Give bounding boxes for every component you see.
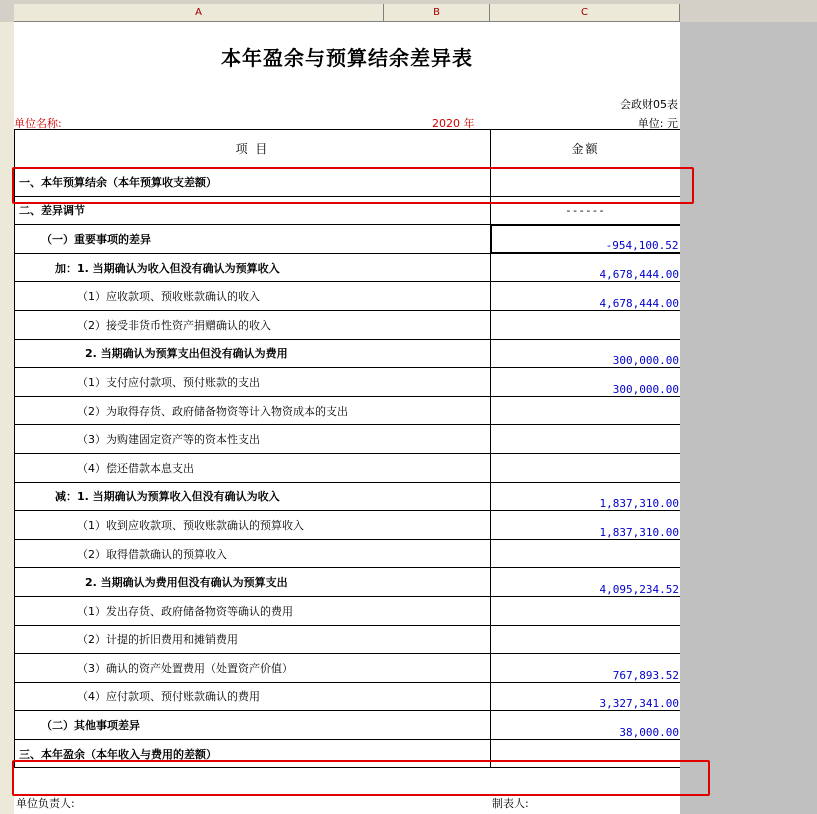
row-amount[interactable] bbox=[491, 310, 681, 339]
row-amount[interactable] bbox=[491, 453, 681, 482]
preparer-label: 制表人: bbox=[492, 797, 529, 810]
row-amount[interactable]: 1,837,310.00 bbox=[491, 482, 681, 511]
row-amount[interactable]: 38,000.00 bbox=[491, 711, 681, 740]
report-year: 2020 年 bbox=[432, 117, 475, 130]
highlight-row-3 bbox=[12, 760, 710, 796]
currency-unit: 单位: 元 bbox=[637, 117, 678, 130]
table-row bbox=[15, 682, 681, 711]
row-amount[interactable]: ------ bbox=[491, 196, 681, 225]
row-item-label[interactable]: 减：1. 当期确认为预算收入但没有确认为收入 bbox=[15, 482, 491, 511]
table-row bbox=[15, 368, 681, 397]
row-amount[interactable]: 4,678,444.00 bbox=[491, 282, 681, 311]
row-item-label[interactable]: （2）计提的折旧费用和摊销费用 bbox=[15, 625, 491, 654]
row-amount[interactable]: 4,678,444.00 bbox=[491, 253, 681, 282]
row-item-label[interactable]: （4）应付款项、预付账款确认的费用 bbox=[15, 682, 491, 711]
row-amount[interactable] bbox=[491, 596, 681, 625]
row-amount[interactable]: 4,095,234.52 bbox=[491, 568, 681, 597]
row-item-label[interactable]: （2）为取得存货、政府储备物资等计入物资成本的支出 bbox=[15, 396, 491, 425]
unit-head-label: 单位负责人: bbox=[16, 797, 75, 810]
header-amount[interactable]: 金额 bbox=[491, 130, 681, 168]
row-amount[interactable] bbox=[491, 425, 681, 454]
column-header-bar bbox=[0, 0, 817, 22]
row-item-label[interactable]: （1）应收款项、预收账款确认的收入 bbox=[15, 282, 491, 311]
row-amount[interactable] bbox=[491, 539, 681, 568]
row-amount[interactable] bbox=[491, 625, 681, 654]
form-number: 会政财05表 bbox=[620, 98, 678, 111]
row-item-label[interactable]: （2）接受非货币性资产捐赠确认的收入 bbox=[15, 310, 491, 339]
table-row bbox=[15, 396, 681, 425]
column-header-b[interactable]: B bbox=[384, 4, 490, 22]
row-item-label[interactable]: （3）确认的资产处置费用（处置资产价值） bbox=[15, 654, 491, 683]
row-item-label[interactable]: （1）收到应收款项、预收账款确认的预算收入 bbox=[15, 511, 491, 540]
row-item-label[interactable]: （2）取得借款确认的预算收入 bbox=[15, 539, 491, 568]
table-row bbox=[15, 339, 681, 368]
row-item-label[interactable]: （1）支付应付款项、预付账款的支出 bbox=[15, 368, 491, 397]
row-amount[interactable]: 3,327,341.00 bbox=[491, 682, 681, 711]
header-item[interactable]: 项 目 bbox=[15, 130, 491, 168]
row-amount[interactable]: 1,837,310.00 bbox=[491, 511, 681, 540]
table-row bbox=[15, 453, 681, 482]
table-row bbox=[15, 654, 681, 683]
row-header-gutter[interactable] bbox=[0, 22, 15, 814]
row-item-label[interactable]: 2. 当期确认为预算支出但没有确认为费用 bbox=[15, 339, 491, 368]
row-amount[interactable]: -954,100.52 bbox=[491, 225, 681, 254]
column-header-c[interactable]: C bbox=[490, 4, 680, 22]
table-row bbox=[15, 539, 681, 568]
table-row bbox=[15, 625, 681, 654]
row-item-label[interactable]: （一）重要事项的差异 bbox=[15, 225, 491, 254]
table-row bbox=[15, 596, 681, 625]
row-item-label[interactable]: 加：1. 当期确认为收入但没有确认为预算收入 bbox=[15, 253, 491, 282]
row-amount[interactable] bbox=[491, 396, 681, 425]
highlight-row-1 bbox=[12, 167, 694, 204]
table-row bbox=[15, 225, 681, 254]
table-row bbox=[15, 511, 681, 540]
row-amount[interactable]: 767,893.52 bbox=[491, 654, 681, 683]
report-table bbox=[14, 129, 680, 768]
row-amount[interactable]: 300,000.00 bbox=[491, 368, 681, 397]
column-header-a[interactable]: A bbox=[14, 4, 384, 22]
row-item-label[interactable]: （4）偿还借款本息支出 bbox=[15, 453, 491, 482]
table-row bbox=[15, 425, 681, 454]
row-item-label[interactable]: （二）其他事项差异 bbox=[15, 711, 491, 740]
row-item-label[interactable]: （3）为购建固定资产等的资本性支出 bbox=[15, 425, 491, 454]
org-name-label: 单位名称: bbox=[14, 117, 62, 130]
row-item-label[interactable]: （1）发出存货、政府储备物资等确认的费用 bbox=[15, 596, 491, 625]
row-item-label[interactable]: 2. 当期确认为费用但没有确认为预算支出 bbox=[15, 568, 491, 597]
table-row bbox=[15, 253, 681, 282]
table-row bbox=[15, 282, 681, 311]
table-row bbox=[15, 310, 681, 339]
report-title: 本年盈余与预算结余差异表 bbox=[221, 46, 473, 70]
table-row bbox=[15, 711, 681, 740]
row-item-label[interactable]: 一、本年预算结余（本年预算收支差额） bbox=[15, 168, 491, 197]
table-row bbox=[15, 482, 681, 511]
table-row bbox=[15, 568, 681, 597]
row-item-label[interactable]: 三、本年盈余（本年收入与费用的差额） bbox=[15, 739, 491, 768]
table-header-row bbox=[15, 130, 681, 168]
spreadsheet-area bbox=[14, 22, 680, 814]
row-item-label[interactable]: 二、差异调节 bbox=[15, 196, 491, 225]
row-amount[interactable]: 300,000.00 bbox=[491, 339, 681, 368]
report-meta-line bbox=[14, 115, 680, 129]
